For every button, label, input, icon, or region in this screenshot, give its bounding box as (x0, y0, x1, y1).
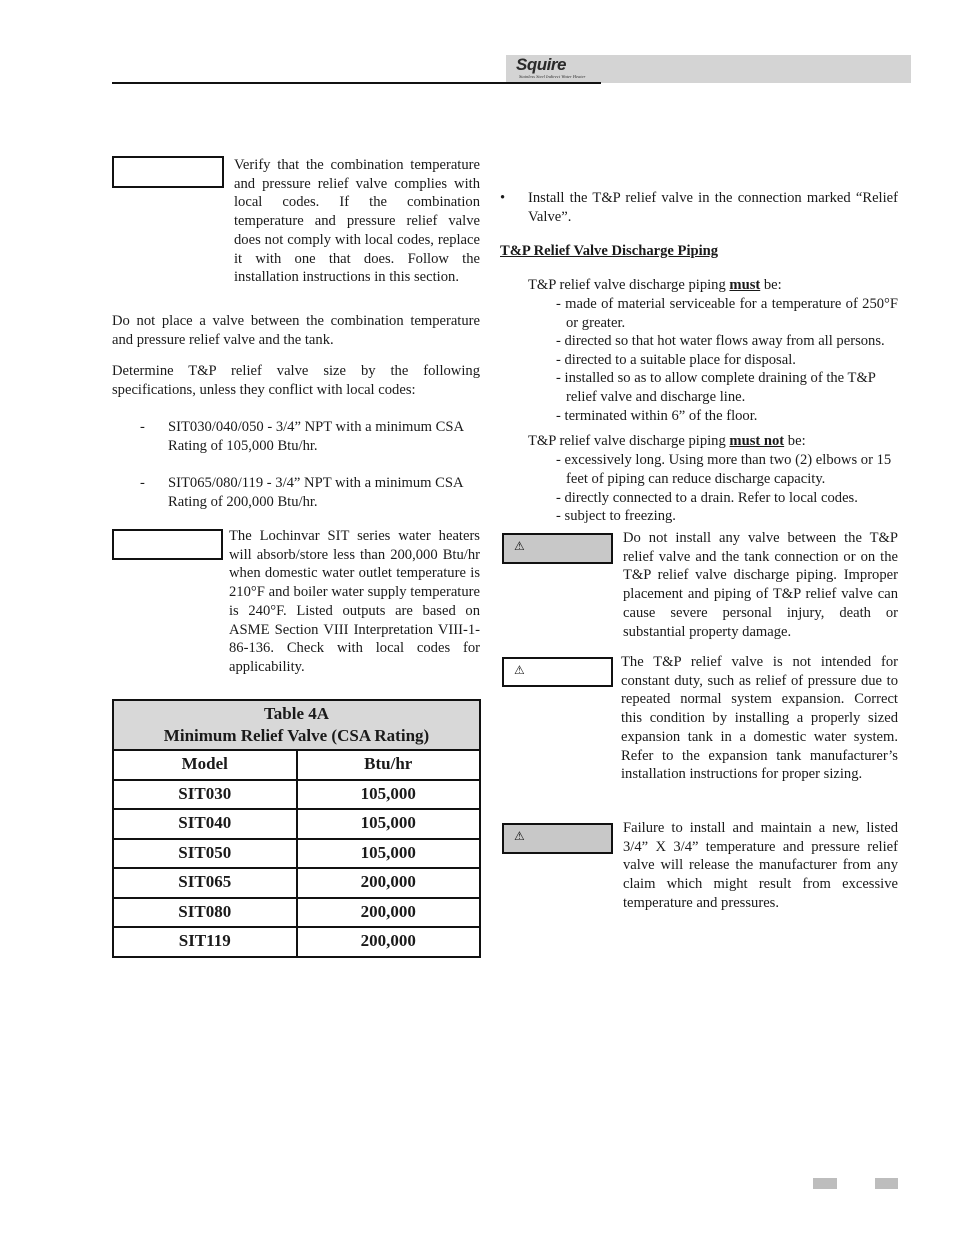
mustnot-intro (528, 432, 898, 451)
table-row (113, 780, 480, 810)
notice-text: The Lochinvar SIT series water heaters will absorb/store less than 200,000 Btu/hr when domestic water outlet temperature is 210°F and boiler water supply temperature is 240°F. Listed outputs are based on ASME Section VIII Interpretation VIII-1-86-136. Check with local codes for applicability. (229, 528, 480, 675)
model-cell: SIT065 (113, 868, 297, 898)
must-intro-text: T&P relief valve discharge piping (528, 277, 730, 293)
table-row (113, 809, 480, 839)
brand-logo (516, 56, 598, 82)
notice-text: Verify that the combination temperature and pressure relief valve complies with local codes. If the combination temperature and pressure relief valve does not comply with local codes, replace it with one that does. Follow the installation instructions in this section. (234, 157, 480, 286)
table-row (113, 927, 480, 957)
warning-text: Do not install any valve between the T&P relief valve and the tank connection or on the T&P relief valve discharge piping. Improper placement and piping of T&P relief valve can cause severe personal injury, death or substantial property damage. (623, 530, 898, 640)
must-list-item: - made of material serviceable for a temperature of 250°F or greater. (556, 296, 898, 331)
notice-label-box (112, 156, 224, 188)
btu-cell: 105,000 (297, 809, 481, 839)
table-title: Table 4A (263, 704, 330, 723)
btu-cell: 200,000 (297, 898, 481, 928)
table-row (113, 898, 480, 928)
header-rule (112, 82, 601, 84)
mustnot-list-item: - subject to freezing. (556, 508, 676, 524)
model-cell: SIT050 (113, 839, 297, 869)
section-heading: T&P Relief Valve Discharge Piping (500, 243, 719, 259)
brand-tagline: Stainless Steel Indirect Water Heater (519, 74, 586, 79)
spec-item-text: SIT030/040/050 - 3/4” NPT with a minimum CSA Rating of 105,000 Btu/hr. (168, 419, 464, 454)
table-header-row (113, 750, 480, 780)
brand-name: Squire (516, 55, 566, 74)
warning-triangle-icon: ⚠ (514, 829, 525, 843)
btu-cell: 200,000 (297, 868, 481, 898)
must-list-item: - directed to a suitable place for disposal. (556, 352, 796, 368)
caution-text: The T&P relief valve is not intended for constant duty, such as relief of pressure due to repeated normal system expansion. Correct this condition by installing a properly sized expansion tank in a domestic water system. Refer to the expansion tank manufacturer’s installation instructions for proper sizing. (621, 654, 898, 783)
warning-label-box (502, 533, 613, 564)
caution-label-box (502, 657, 613, 687)
notice-label-box (112, 529, 223, 560)
spec-item-text: SIT065/080/119 - 3/4” NPT with a minimum CSA Rating of 200,000 Btu/hr. (168, 475, 463, 510)
column-header-model: Model (113, 750, 297, 780)
table-caption (113, 700, 480, 750)
table-subtitle: Minimum Relief Valve (CSA Rating) (163, 726, 430, 745)
spec-list-item: - SIT030/040/050 - 3/4” NPT with a minimum CSA Rating of 105,000 Btu/hr. (140, 418, 480, 455)
relief-valve-table (112, 699, 481, 958)
bullet-install-text: Install the T&P relief valve in the connection marked “Relief Valve”. (528, 190, 898, 225)
mustnot-intro-text: T&P relief valve discharge piping (528, 433, 730, 449)
footer-page-marker (875, 1178, 898, 1189)
mustnot-intro-end: be: (784, 433, 806, 449)
footer-section-marker (813, 1178, 837, 1189)
must-intro-end: be: (760, 277, 782, 293)
paragraph-determine-size: Determine T&P relief valve size by the following specifications, unless they conflict with local codes: (112, 363, 480, 398)
model-cell: SIT119 (113, 927, 297, 957)
must-list-item: - terminated within 6” of the floor. (556, 408, 758, 424)
table-row (113, 839, 480, 869)
mustnot-list-item: - excessively long. Using more than two (2) elbows or 15 feet of piping can reduce discharge capacity. (556, 452, 892, 487)
column-header-btu: Btu/hr (297, 750, 481, 780)
must-intro (528, 276, 898, 295)
spec-list-item: - SIT065/080/119 - 3/4” NPT with a minimum CSA Rating of 200,000 Btu/hr. (140, 474, 480, 511)
btu-cell: 200,000 (297, 927, 481, 957)
warning-text: Failure to install and maintain a new, listed 3/4” X 3/4” temperature and pressure relief valve will release the manufacturer from any claim which might result from excessive temperature and pressures. (623, 820, 898, 911)
model-cell: SIT030 (113, 780, 297, 810)
btu-cell: 105,000 (297, 839, 481, 869)
mustnot-emphasis: must not (729, 433, 785, 449)
table-row (113, 868, 480, 898)
model-cell: SIT080 (113, 898, 297, 928)
must-emphasis: must (729, 277, 761, 293)
must-list-item: - installed so as to allow complete draining of the T&P relief valve and discharge line. (556, 370, 876, 405)
warning-triangle-icon: ⚠ (514, 539, 525, 553)
warning-label-box (502, 823, 613, 854)
mustnot-list-item: - directly connected to a drain. Refer to local codes. (556, 490, 858, 506)
must-list-item: - directed so that hot water flows away from all persons. (556, 333, 885, 349)
warning-triangle-icon: ⚠ (514, 663, 525, 677)
paragraph-no-valve: Do not place a valve between the combination temperature and pressure relief valve and the tank. (112, 313, 480, 348)
btu-cell: 105,000 (297, 780, 481, 810)
bullet-marker: • (500, 190, 506, 206)
model-cell: SIT040 (113, 809, 297, 839)
